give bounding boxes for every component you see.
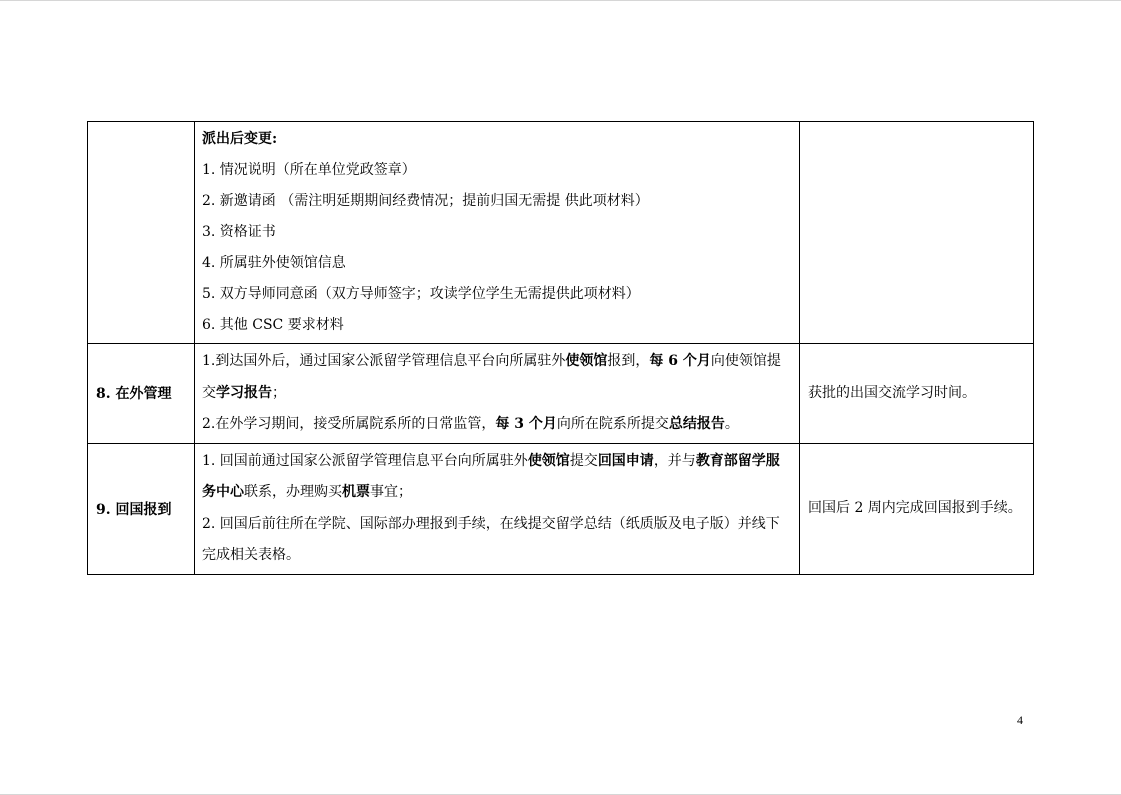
row-label: 9. 回国报到 <box>88 443 195 574</box>
table-row-overseas-management <box>88 344 1034 444</box>
list-item: 1. 回国前通过国家公派留学管理信息平台向所属驻外使领馆提交回国申请，并与教育部留学服务中心联系，办理购买机票事宜； <box>202 452 780 500</box>
table-row-return-registration <box>88 443 1034 574</box>
list-item: 3. 资格证书 <box>202 224 276 240</box>
list-item: 2.在外学习期间，接受所属院系所的日常监管，每 3 个月向所在院系所提交总结报告。 <box>202 416 739 432</box>
note-cell: 回国后 2 周内完成回国报到手续。 <box>800 443 1034 574</box>
page-number: 4 <box>1017 713 1023 727</box>
list-item: 4. 所属驻外使领馆信息 <box>202 255 346 271</box>
requirements-table <box>87 121 1034 575</box>
section-heading: 派出后变更: <box>202 131 278 147</box>
list-item: 6. 其他 CSC 要求材料 <box>202 317 344 333</box>
page-top-edge <box>0 0 1121 1</box>
table-row-after-departure-changes <box>88 122 1034 344</box>
materials-cell <box>195 344 800 444</box>
list-item: 1.到达国外后，通过国家公派留学管理信息平台向所属驻外使领馆报到，每 6 个月向使领馆提交学习报告； <box>202 353 781 401</box>
list-item: 1. 情况说明（所在单位党政签章） <box>202 162 416 178</box>
list-item: 5. 双方导师同意函（双方导师签字；攻读学位学生无需提供此项材料） <box>202 286 640 302</box>
row-label <box>88 122 195 344</box>
materials-cell <box>195 122 800 344</box>
note-cell: 获批的出国交流学习时间。 <box>800 344 1034 444</box>
list-item: 2. 新邀请函 （需注明延期期间经费情况；提前归国无需提 供此项材料） <box>202 193 649 209</box>
materials-cell <box>195 443 800 574</box>
note-cell <box>800 122 1034 344</box>
list-item: 2. 回国后前往所在学院、国际部办理报到手续，在线提交留学总结（纸质版及电子版）并线下完成相关表格。 <box>202 515 780 563</box>
row-label: 8. 在外管理 <box>88 344 195 444</box>
